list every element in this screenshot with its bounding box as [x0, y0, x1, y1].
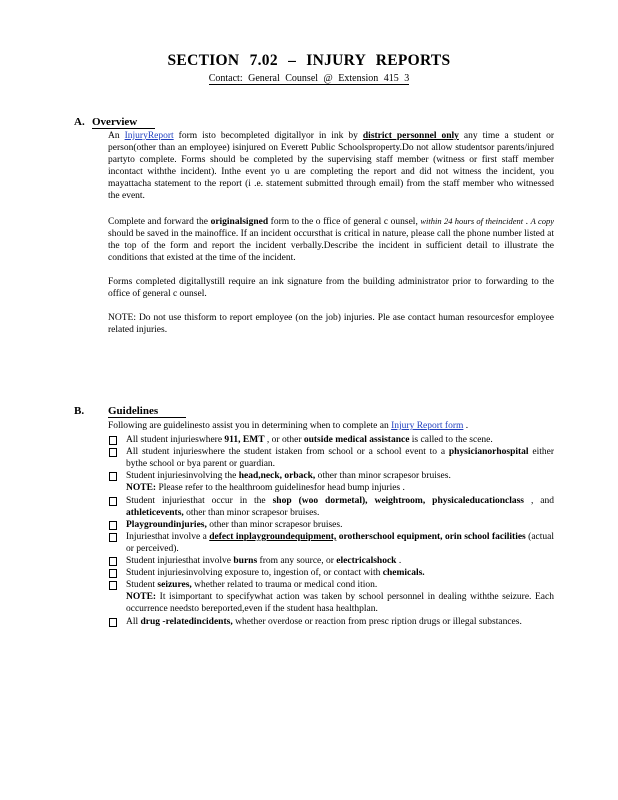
bold-text: seizures, — [157, 580, 192, 591]
text-run: any time a student or person(other than an employee) isinjured on Everett Public Schoolsproperty.Do not allow studentsor parents/injured partyto complete. Forms should be completed by the supervising staff member (witness or first staff member incontact withthe incident). Inthe event yo u are completing the report and did not witness the incident, you mayattacha statement to the report (i .e. statement submitted through email) from the staff member who witnessed the event. — [108, 131, 554, 202]
list-item — [108, 470, 554, 494]
bold-text: orback, — [284, 471, 316, 482]
note-label: NOTE: — [126, 483, 157, 494]
bold-text: physicianorhospital — [448, 447, 529, 458]
text-run: Following are guidelinesto assist you in determining when to complete an — [108, 421, 392, 431]
section-b-letter: B. — [74, 405, 85, 417]
text-run: An — [108, 131, 125, 141]
list-item — [108, 579, 554, 615]
list-item — [108, 434, 554, 446]
bold-text: orotherschool equipment, orin school facilities — [338, 531, 526, 542]
text-run: All student injurieswhere the student istaken from school or a school event to a — [126, 447, 449, 458]
text-run: . — [396, 556, 402, 567]
page-title: SECTION 7.02 – INJURY REPORTS — [167, 52, 451, 69]
bold-text: Playgroundinjuries, — [126, 519, 207, 530]
injury-report-form-link[interactable]: Injury Report form — [391, 421, 464, 431]
checkbox-bullet-icon — [109, 569, 117, 578]
text-run: other than minor scrapesor bruises. — [183, 507, 320, 518]
text-run: (actual or perceived). — [126, 531, 554, 554]
bold-text: athleticevents, — [126, 507, 184, 518]
text-run: Injuriesthat involve a — [126, 531, 210, 542]
text-run: , or other — [264, 435, 304, 446]
checkbox-bullet-icon — [109, 472, 117, 481]
checkbox-bullet-icon — [109, 521, 117, 530]
text-run: . — [523, 216, 531, 227]
checkbox-bullet-icon — [109, 581, 117, 590]
note-text: It isimportant to specifywhat action was taken by school personnel in dealing withthe seizure. Each occurrence needsto bereported,even if the student hasa healthplan. — [126, 592, 554, 615]
text-run: Complete and forward the — [108, 216, 211, 227]
note — [126, 482, 554, 494]
checkbox-bullet-icon — [109, 497, 117, 506]
text-run: is called to the scene. — [409, 435, 493, 446]
contact-text: Contact: General Counsel @ Extension 415 3 — [208, 73, 410, 84]
bold-text: defect inplaygroundequipment, — [209, 531, 337, 542]
bold-text: chemicals. — [382, 568, 425, 579]
bold-text: head,neck, — [238, 471, 282, 482]
list-item — [108, 446, 554, 470]
guidelines-intro — [108, 420, 554, 432]
bold-text: weightroom, physicaleducationclass — [374, 495, 525, 506]
text-run: form to the o ffice of general c ounsel, — [268, 216, 421, 227]
checkbox-bullet-icon — [109, 436, 117, 445]
section-a-heading: Overview — [92, 116, 155, 129]
bold-text: originalsigned — [210, 216, 269, 227]
overview-body — [108, 130, 554, 348]
text-run: whether related to trauma or medical cond ition. — [191, 580, 378, 591]
guidelines-body — [108, 420, 554, 628]
text-run: should be saved in the mainoffice. If an incident occursthat is critical in nature, please call the phone number listed at the top of the form and report the incident verbally.Describe the incident in sufficient detail to illustrate the conditions that existed at the time of the incident. — [108, 228, 554, 263]
note-text: Please refer to the healthroom guidelinesfor head bump injuries . — [156, 483, 405, 494]
italic-text: within 24 hours of theincident — [420, 215, 524, 226]
list-item — [108, 567, 554, 579]
overview-paragraph-1 — [108, 130, 554, 203]
text-run: All — [126, 616, 141, 627]
text-run: Student injuriesthat involve — [126, 556, 234, 567]
text-run: form isto becompleted digitallyor in ink by — [173, 131, 363, 141]
overview-paragraph-4: NOTE: Do not use thisform to report employee (on the job) injuries. Ple ase contact human resourcesfor employee related injuries. — [108, 313, 554, 336]
text-run: All student injurieswhere — [126, 435, 225, 446]
text-run: whether overdose or reaction from presc ription drugs or illegal substances. — [232, 616, 522, 627]
bold-text: drug -relatedincidents, — [140, 616, 233, 627]
bold-text: burns — [233, 556, 258, 567]
bold-text: electricalshock — [336, 556, 397, 567]
list-item — [108, 495, 554, 519]
text-run: other than minor scrapesor bruises. — [315, 471, 451, 482]
section-b-heading: Guidelines — [108, 405, 186, 418]
overview-paragraph-2 — [108, 215, 554, 264]
text-run: other than minor scrapesor bruises. — [206, 519, 343, 530]
bold-text: shop (woo dormetal), — [272, 495, 368, 506]
list-item — [108, 555, 554, 567]
section-a-letter: A. — [74, 116, 85, 128]
bold-text: 911, EMT — [224, 435, 265, 446]
overview-paragraph-3: Forms completed digitallystill require an ink signature from the building administrator prior to forwarding to the office of general c ounsel. — [108, 276, 554, 300]
bold-text: district personnel only — [362, 131, 459, 141]
note — [126, 591, 554, 615]
note-label: NOTE: — [126, 592, 157, 603]
checkbox-bullet-icon — [109, 448, 117, 457]
text-run: Student injuriesinvolving exposure to, ingestion of, or contact with — [126, 568, 383, 579]
text-run: Student injuriesthat occur in the — [126, 495, 273, 506]
checkbox-bullet-icon — [109, 618, 117, 627]
list-item — [108, 616, 554, 628]
text-run: from any source, or — [257, 556, 337, 567]
checkbox-bullet-icon — [109, 533, 117, 542]
injury-report-link[interactable]: InjuryReport — [124, 131, 174, 141]
text-run: . — [463, 421, 469, 431]
text-run: Student injuriesinvolving the — [126, 471, 239, 482]
text-run: either bythe school or bya parent or guardian. — [126, 447, 554, 470]
text-run: Student — [126, 580, 158, 591]
list-item — [108, 519, 554, 531]
text-run: , and — [524, 495, 555, 506]
guidelines-list — [108, 434, 554, 628]
list-item — [108, 531, 554, 555]
bold-text: outside medical assistance — [303, 435, 410, 446]
checkbox-bullet-icon — [109, 557, 117, 566]
contact-line — [0, 73, 618, 84]
italic-text: A copy — [530, 215, 555, 226]
